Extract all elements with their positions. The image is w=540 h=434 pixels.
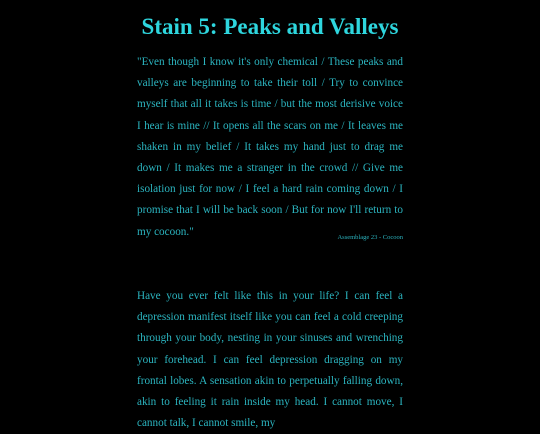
song-quote: "Even though I know it's only chemical / These peaks and valleys are beginning to take their toll / Try to convince myself that all it takes is time / but the most derisive voice I hear is mine // It opens all the scars on me / It leaves me shaken in my belief / It takes my hand just to drag me down / It makes me a stranger in the crowd // Give me isolation just for now / I feel a hard rain coming down / I promise that I will be back soon / But for now I'll return to my cocoon."	[137, 56, 403, 238]
body-paragraph: Have you ever felt like this in your life? I can feel a depression manifest itself like you can feel a cold creeping through your body, nesting in your sinuses and wrenching your forehead. I can feel depression dragging on my frontal lobes. A sensation akin to perpetually falling down, akin to feeling it rain inside my head. I cannot move, I cannot talk, I cannot smile, my	[137, 290, 403, 430]
page-title: Stain 5: Peaks and Valleys	[141, 14, 399, 39]
quote-attribution: Assemblage 23 - Cocoon	[337, 234, 403, 241]
